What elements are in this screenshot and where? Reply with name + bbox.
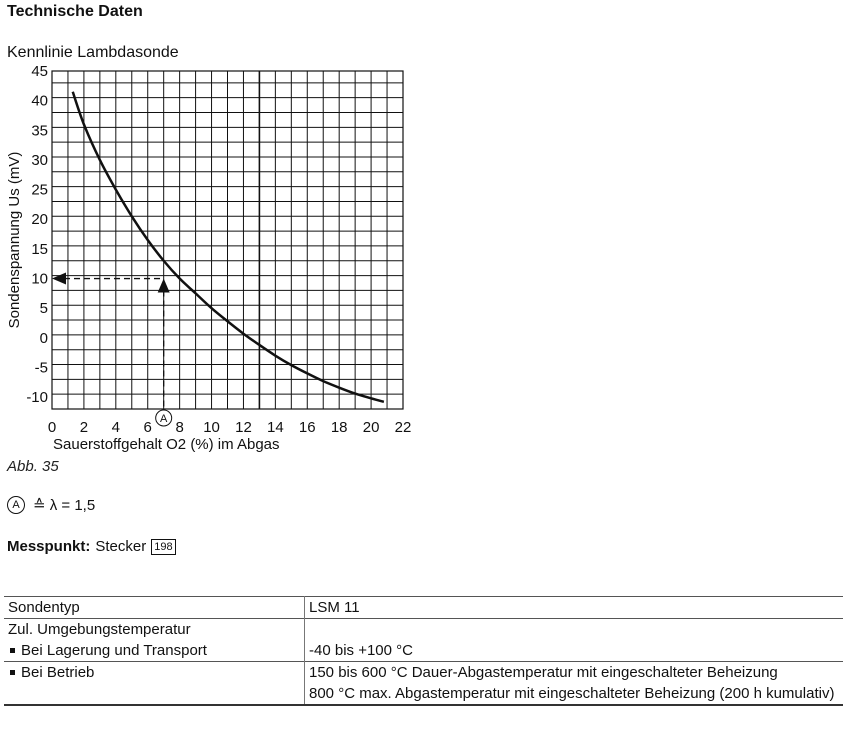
x-tick-label: 8 [175,419,184,436]
table-cell [4,683,305,705]
table-row [4,662,843,684]
arrow-left-icon [52,273,66,285]
figure-caption: Abb. 35 [7,458,59,475]
y-tick-label: 0 [39,329,48,347]
table-row [4,640,843,662]
y-tick-label: 15 [31,240,48,258]
x-tick-label: 16 [298,419,316,436]
series-line [73,92,384,402]
table-row [4,597,843,619]
measure-label: Messpunkt: [7,538,91,555]
page-title: Technische Daten [7,3,143,20]
bullet-icon [10,670,15,675]
x-axis-label: Sauerstoffgehalt O2 (%) im Abgas [53,436,280,453]
x-tick-label: 20 [362,419,380,436]
table-cell [4,662,305,684]
y-tick-label: -5 [34,359,48,377]
table-cell-text: Bei Lagerung und Transport [21,642,207,659]
y-tick-label: 45 [31,63,48,80]
chart-title: Kennlinie Lambdasonde [7,44,179,61]
y-tick-label: 25 [31,181,48,199]
lambda-sensor-chart [0,62,420,462]
y-tick-label: 40 [31,92,48,110]
table-cell: 800 °C max. Abgastemperatur mit eingeschalteter Beheizung (200 h kumulativ) [305,683,844,705]
x-tick-label: 0 [47,419,57,436]
chart-grid [52,71,403,409]
x-tick-label: 4 [111,419,120,436]
y-tick-label: 35 [31,122,48,140]
marker-a-label: A [160,413,168,425]
x-tick-label: 12 [235,419,252,436]
table-cell: -40 bis +100 °C [309,642,413,659]
measure-badge: 198 [151,539,175,555]
legend-text: ≙ λ = 1,5 [33,497,96,514]
arrow-up-icon [158,279,170,293]
table-cell-text: Bei Betrieb [21,664,95,681]
measure-point [7,538,176,555]
y-axis-label: Sondenspannung Us (mV) [6,151,23,329]
x-tick-label: 2 [79,419,89,436]
table-cell: Zul. Umgebungstemperatur [4,619,305,641]
bullet-icon [10,648,15,653]
y-tick-label: 5 [39,300,48,318]
y-tick-label: 10 [31,270,48,288]
table-cell [305,619,844,641]
spec-table [4,596,843,706]
y-tick-label: 30 [31,151,48,169]
table-cell: 150 bis 600 °C Dauer-Abgastemperatur mit eingeschalteter Beheizung [305,662,844,684]
y-tick-label: -10 [26,389,48,407]
x-tick-label: 22 [394,419,412,436]
x-tick-label: 18 [330,419,348,436]
x-tick-label: 10 [203,419,220,436]
table-cell [4,640,305,662]
table-row [4,619,843,641]
measure-value: Stecker [95,538,147,555]
table-cell: Sondentyp [4,597,305,619]
legend-row [7,496,95,514]
y-tick-label: 20 [31,211,48,229]
marker-a-icon: A [7,496,25,514]
x-tick-label: 14 [267,419,284,436]
x-tick-label: 6 [143,419,152,436]
table-row [4,683,843,705]
table-cell: LSM 11 [305,597,844,619]
